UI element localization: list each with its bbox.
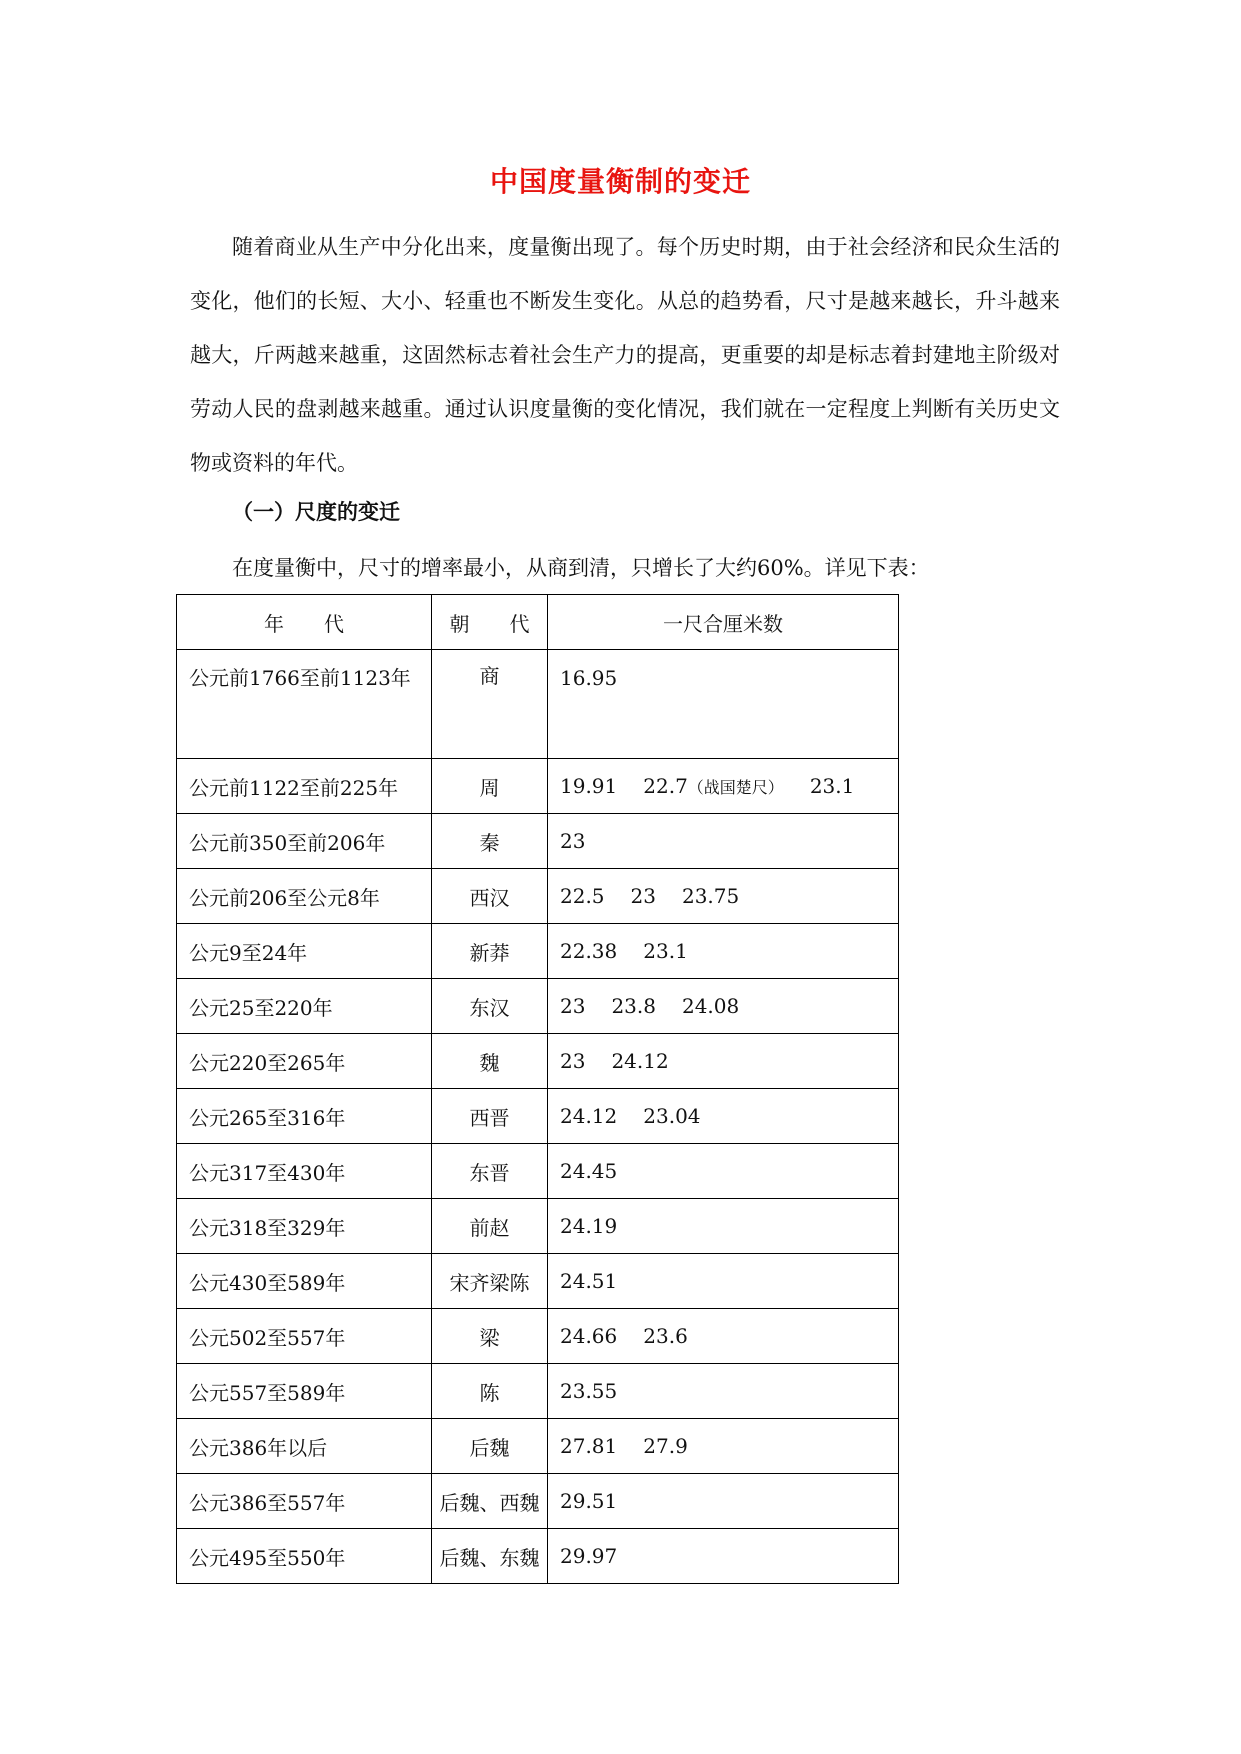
cell-cm-values	[548, 1309, 899, 1364]
value-v1: 24.45	[560, 1159, 618, 1183]
cell-period: 公元318至329年	[177, 1199, 432, 1254]
table-row	[177, 1254, 899, 1309]
value-v3: 24.08	[681, 994, 740, 1018]
table-row	[177, 759, 899, 814]
cell-cm-values	[548, 1254, 899, 1309]
cell-period: 公元317至430年	[177, 1144, 432, 1199]
value-v1: 23	[560, 829, 586, 853]
paragraph-text: 随着商业从生产中分化出来，度量衡出现了。每个历史时期，由于社会经济和民众生活的变化，他们的长短、大小、轻重也不断发生变化。从总的趋势看，尺寸是越来越长，升斗越来越大，斤两越来越重，这固然标志着社会生产力的提高，更重要的却是标志着封建地主阶级对劳动人民的盘剥越来越重。通过认识度量衡的变化情况，我们就在一定程度上判断有关历史文物或资料的年代。	[190, 235, 1060, 475]
cell-dynasty: 魏	[432, 1034, 548, 1089]
cell-cm-values	[548, 1419, 899, 1474]
value-v1: 29.97	[560, 1544, 618, 1568]
cell-period: 公元前1766至前1123年	[177, 650, 432, 759]
value-v1: 23	[560, 994, 586, 1018]
cell-cm-values	[548, 1529, 899, 1584]
table-row	[177, 1364, 899, 1419]
cell-cm-values	[548, 759, 899, 814]
value-v2: 27.9	[643, 1434, 688, 1458]
table-body	[177, 650, 899, 1584]
value-v1: 22.5	[560, 884, 605, 908]
table-header-row	[177, 595, 899, 650]
table-intro-text: 在度量衡中，尺寸的增率最小，从商到清，只增长了大约60%。详见下表：	[232, 556, 930, 580]
cell-dynasty: 后魏、东魏	[432, 1529, 548, 1584]
value-v1: 22.38	[560, 939, 618, 963]
cell-dynasty: 前赵	[432, 1199, 548, 1254]
value-v1: 24.51	[560, 1269, 618, 1293]
table-row	[177, 1474, 899, 1529]
value-v1: 24.12	[560, 1104, 618, 1128]
cell-cm-values	[548, 814, 899, 869]
table-row	[177, 869, 899, 924]
value-v2: 22.7	[643, 774, 688, 798]
table-row	[177, 1309, 899, 1364]
value-v2: 23.1	[643, 939, 688, 963]
cell-period: 公元前1122至前225年	[177, 759, 432, 814]
value-v2: 24.12	[611, 1049, 669, 1073]
value-v3: 23.75	[681, 884, 740, 908]
table-row	[177, 1199, 899, 1254]
value-v1: 27.81	[560, 1434, 618, 1458]
value-v1: 23	[560, 1049, 586, 1073]
cell-period: 公元502至557年	[177, 1309, 432, 1364]
cell-period: 公元430至589年	[177, 1254, 432, 1309]
table-row	[177, 979, 899, 1034]
value-v1: 23.55	[560, 1379, 618, 1403]
value-v1: 19.91	[560, 774, 618, 798]
value-v1: 24.66	[560, 1324, 618, 1348]
value-v2: 23	[630, 884, 656, 908]
table-row	[177, 814, 899, 869]
table-row	[177, 1529, 899, 1584]
table-row	[177, 1089, 899, 1144]
table-row	[177, 1034, 899, 1089]
cell-cm-values	[548, 1364, 899, 1419]
cell-cm-values	[548, 1034, 899, 1089]
value-v1: 24.19	[560, 1214, 618, 1238]
cell-cm-values	[548, 869, 899, 924]
value-v1: 29.51	[560, 1489, 618, 1513]
cell-period: 公元386至557年	[177, 1474, 432, 1529]
value-note: （战国楚尺）	[687, 778, 784, 797]
header-dynasty: 朝 代	[432, 595, 548, 650]
cell-dynasty: 西汉	[432, 869, 548, 924]
intro-paragraph	[190, 220, 1060, 490]
cell-period: 公元495至550年	[177, 1529, 432, 1584]
cell-dynasty: 后魏	[432, 1419, 548, 1474]
document-title: 中国度量衡制的变迁	[489, 165, 751, 198]
cell-period: 公元前350至前206年	[177, 814, 432, 869]
cell-dynasty: 梁	[432, 1309, 548, 1364]
table-row	[177, 650, 899, 759]
table-row	[177, 924, 899, 979]
cell-cm-values	[548, 924, 899, 979]
value-v2: 23.6	[643, 1324, 688, 1348]
cell-dynasty: 宋齐梁陈	[432, 1254, 548, 1309]
value-v2: 23.04	[643, 1104, 701, 1128]
cell-dynasty: 东晋	[432, 1144, 548, 1199]
cell-period: 公元220至265年	[177, 1034, 432, 1089]
cell-cm-values	[548, 1144, 899, 1199]
cell-cm-values	[548, 1089, 899, 1144]
cell-dynasty: 商	[432, 650, 548, 759]
cell-cm-values	[548, 650, 899, 759]
value-v3: 23.1	[809, 774, 855, 798]
cell-dynasty: 周	[432, 759, 548, 814]
value-v2: 23.8	[611, 994, 656, 1018]
cell-dynasty: 西晋	[432, 1089, 548, 1144]
header-cm-per-chi: 一尺合厘米数	[548, 595, 899, 650]
cell-period: 公元265至316年	[177, 1089, 432, 1144]
cell-period: 公元前206至公元8年	[177, 869, 432, 924]
cell-dynasty: 新莽	[432, 924, 548, 979]
cell-period: 公元9至24年	[177, 924, 432, 979]
cell-cm-values	[548, 1199, 899, 1254]
cell-period: 公元25至220年	[177, 979, 432, 1034]
cell-dynasty: 秦	[432, 814, 548, 869]
section-heading: （一）尺度的变迁	[232, 499, 400, 524]
cell-period: 公元386年以后	[177, 1419, 432, 1474]
cell-dynasty: 陈	[432, 1364, 548, 1419]
cell-cm-values	[548, 979, 899, 1034]
value-v1: 16.95	[560, 666, 618, 690]
cell-dynasty: 东汉	[432, 979, 548, 1034]
header-period: 年 代	[177, 595, 432, 650]
cell-dynasty: 后魏、西魏	[432, 1474, 548, 1529]
table-row	[177, 1144, 899, 1199]
ruler-length-table	[176, 594, 899, 1584]
cell-period: 公元557至589年	[177, 1364, 432, 1419]
cell-cm-values	[548, 1474, 899, 1529]
table-row	[177, 1419, 899, 1474]
